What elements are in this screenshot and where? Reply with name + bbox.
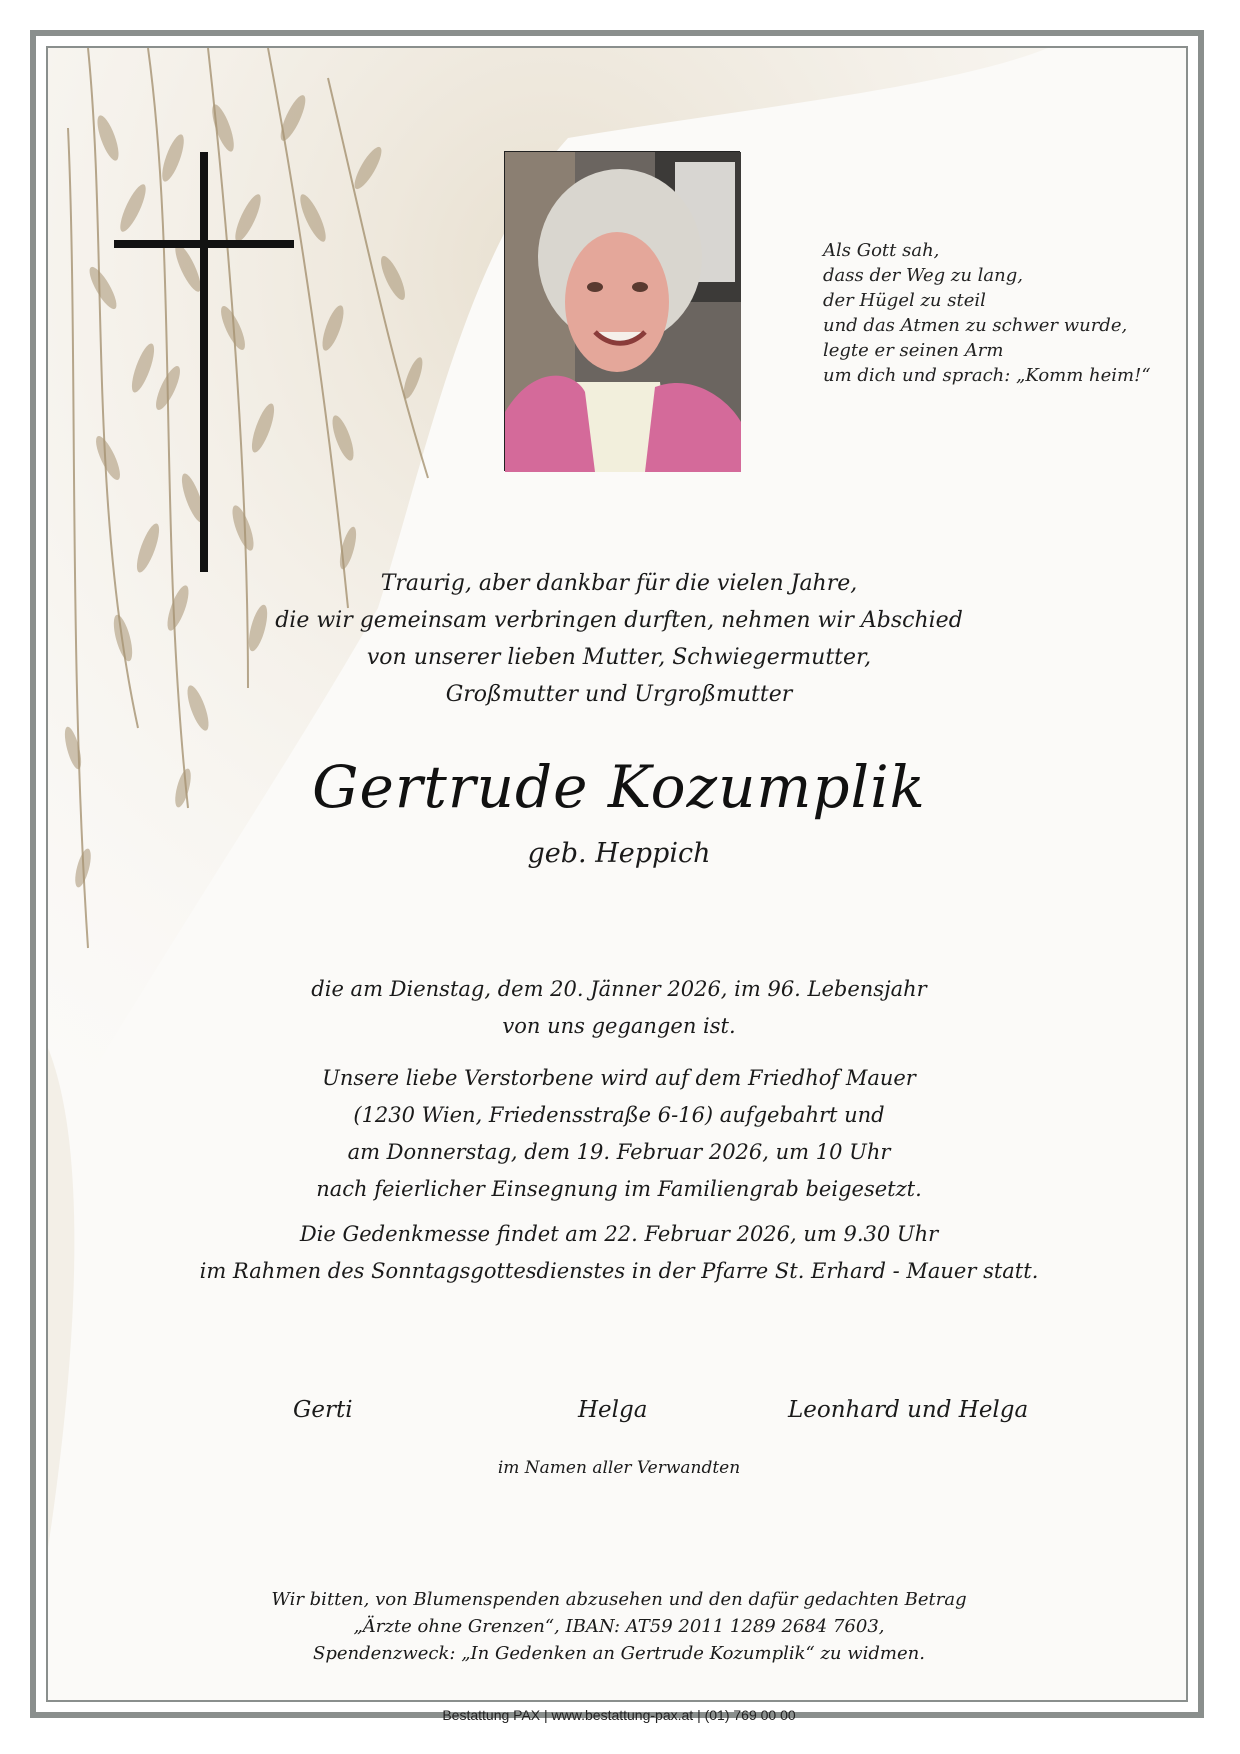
- detail-line: (1230 Wien, Friedensstraße 6-16) aufgebahrt und: [353, 1103, 885, 1127]
- detail-line: die am Dienstag, dem 20. Jänner 2026, im 96. Lebensjahr: [311, 977, 927, 1001]
- mass-details: [48, 1216, 1190, 1290]
- detail-line: im Rahmen des Sonntagsgottesdienstes in der Pfarre St. Erhard - Mauer statt.: [199, 1259, 1039, 1283]
- intro-line: die wir gemeinsam verbringen durften, nehmen wir Abschied: [275, 608, 963, 633]
- signatory-helga: Helga: [578, 1397, 648, 1423]
- cross-icon: [114, 152, 294, 572]
- maiden-name: geb. Heppich: [527, 838, 711, 869]
- funeral-details: [48, 1060, 1190, 1208]
- donation-request: [48, 1586, 1190, 1667]
- donation-line: Wir bitten, von Blumenspenden abzusehen und den dafür gedachten Betrag: [271, 1589, 967, 1610]
- donation-line: Spendenzweck: „In Gedenken an Gertrude Kozumplik“ zu widmen.: [313, 1643, 925, 1664]
- relatives-note: im Namen aller Verwandten: [497, 1458, 741, 1478]
- signatory-leonhard-helga: Leonhard und Helga: [788, 1397, 1029, 1423]
- detail-line: nach feierlicher Einsegnung im Familiengrab beigesetzt.: [316, 1177, 922, 1201]
- detail-line: am Donnerstag, dem 19. Februar 2026, um 10 Uhr: [347, 1140, 891, 1164]
- poem-line: um dich und sprach: „Komm heim!“: [823, 365, 1151, 386]
- poem: [823, 238, 1163, 388]
- undertaker-footer: Bestattung PAX | www.bestattung-pax.at | (01) 769 00 00: [442, 1707, 796, 1723]
- intro-line: von unserer lieben Mutter, Schwiegermutter,: [366, 645, 872, 670]
- detail-line: Unsere liebe Verstorbene wird auf dem Friedhof Mauer: [322, 1066, 916, 1090]
- intro-line: Großmutter und Urgroßmutter: [445, 682, 793, 707]
- detail-line: von uns gegangen ist.: [502, 1014, 736, 1038]
- intro-line: Traurig, aber dankbar für die vielen Jahre,: [380, 571, 858, 596]
- poem-line: der Hügel zu steil: [823, 290, 986, 311]
- notice-card: [46, 46, 1188, 1723]
- poem-line: dass der Weg zu lang,: [823, 265, 1024, 286]
- deceased-name: Gertrude Kozumplik: [312, 753, 926, 821]
- portrait-illustration: [505, 152, 741, 472]
- detail-line: Die Gedenkmesse findet am 22. Februar 2026, um 9.30 Uhr: [299, 1222, 939, 1246]
- intro-text: [48, 565, 1190, 713]
- portrait-photo: [504, 151, 740, 471]
- poem-line: Als Gott sah,: [823, 240, 940, 261]
- poem-line: legte er seinen Arm: [823, 340, 1004, 361]
- signatory-gerti: Gerti: [293, 1397, 353, 1423]
- death-details: [48, 971, 1190, 1045]
- poem-line: und das Atmen zu schwer wurde,: [823, 315, 1128, 336]
- donation-line: „Ärzte ohne Grenzen“, IBAN: AT59 2011 1289 2684 7603,: [353, 1616, 885, 1637]
